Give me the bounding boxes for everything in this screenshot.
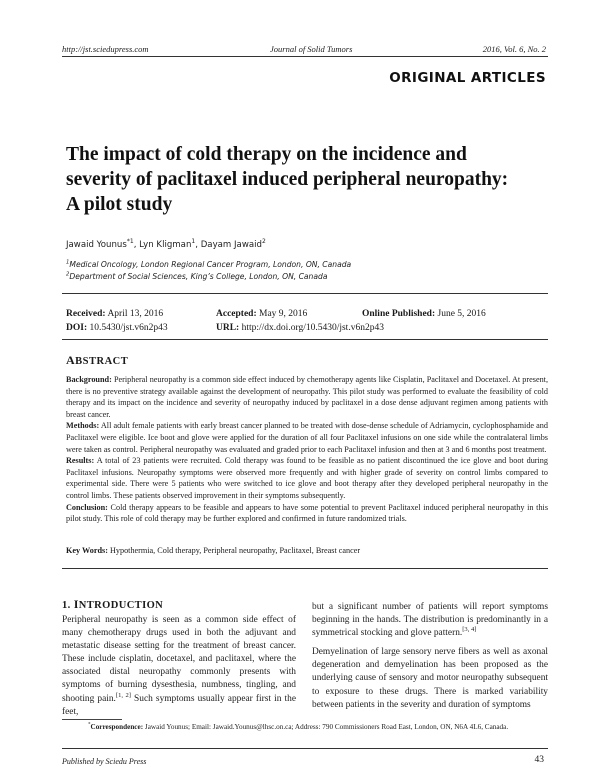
affiliation-mark: 1 (66, 259, 70, 266)
keywords (66, 546, 548, 555)
abstract-methods (66, 420, 548, 455)
abstract-conclusion (66, 502, 548, 525)
introduction-paragraph (312, 601, 548, 640)
author-list: Jawaid Younus$^{*1}$, Lyn Kligman$^1$, Dayam Jawaid$^2$ (66, 238, 266, 250)
issue-info: 2016, Vol. 6, No. 2 (482, 44, 546, 54)
author-name: Lyn Kligman (139, 240, 192, 250)
citation-ref[interactable]: [1, 2] (115, 691, 131, 699)
received-value: April 13, 2016 (107, 309, 164, 319)
keywords-label: Key Words: (66, 546, 108, 555)
abstract-background-text: Peripheral neuropathy is a common side effect induced by chemotherapy agents like Cisplatin, Paclitaxel and Docetaxel. At present, there is no preventive strategy available against the development of neuropathy. This pilot study was performed to evaluate the feasibility of cold therapy and its impact on the incidence and severity of neuropathy induced by paclitaxel in a dose dense adjuvant regimen among patients with breast cancer. (66, 375, 548, 419)
citation-ref[interactable]: [3, 4] (462, 626, 477, 634)
abstract-conclusion-label: Conclusion: (66, 502, 108, 512)
introduction-left-column (62, 614, 296, 717)
author-affiliation-mark: 2 (261, 238, 266, 246)
affiliation (66, 260, 351, 269)
introduction-number: 1. (62, 600, 71, 611)
introduction-paragraph (62, 614, 296, 717)
accepted-value: May 9, 2016 (259, 309, 308, 319)
abstract-body (66, 374, 548, 525)
footnote-label: Correspondence: (90, 723, 144, 731)
abstract-results (66, 455, 548, 501)
introduction-heading-rest: NTRODUCTION (78, 600, 164, 611)
introduction-heading-initial: I (73, 597, 79, 611)
online-date (362, 309, 486, 319)
online-label: Online Published: (362, 309, 436, 319)
abstract-methods-label: Methods: (66, 421, 100, 431)
abstract-heading-initial: A (66, 353, 76, 367)
abstract-bottom-rule (62, 568, 548, 569)
keywords-text: Hypothermia, Cold therapy, Peripheral neuropathy, Paclitaxel, Breast cancer (109, 546, 361, 555)
header-rule (62, 56, 548, 57)
introduction-heading (62, 597, 163, 612)
abstract-background-label: Background: (66, 375, 112, 384)
footnote-text: Jawaid Younus; Email: Jawaid.Younus@lhsc.on.ca; Address: 790 Commissioners Road East, London, ON, N6A 4L6, Canada. (144, 723, 509, 731)
title-line: A pilot study (66, 194, 173, 215)
title-line: The impact of cold therapy on the incidence and (66, 144, 467, 165)
affiliation-mark: 2 (66, 271, 70, 278)
doi (66, 323, 168, 333)
footnote-rule (62, 719, 122, 720)
introduction-right-column (312, 601, 548, 731)
abstract-results-label: Results: (66, 456, 95, 466)
doi-label: DOI: (66, 323, 88, 333)
introduction-text: Demyelination of large sensory nerve fibers as well as axonal degeneration and demyelination has been proposed as the underlying cause of sensory and motor neuropathy subsequent to exposure to these drugs. There is marked variability between patients in the severity and duration of symptoms (312, 647, 548, 710)
affiliation-text: Medical Oncology, London Regional Cancer Program, London, ON, Canada (69, 260, 352, 269)
publisher: Published by Sciedu Press (62, 757, 147, 766)
author-name: Dayam Jawaid (200, 240, 262, 250)
author-name: Jawaid Younus (66, 240, 127, 250)
affiliation-text: Department of Social Sciences, King’s College, London, ON, Canada (69, 272, 328, 281)
online-value: June 5, 2016 (437, 309, 486, 319)
url-label: URL: (216, 323, 240, 333)
abstract-background (66, 374, 548, 420)
affiliation (66, 272, 327, 281)
received-date (66, 309, 163, 319)
title-line: severity of paclitaxel induced peripheral neuropathy: (66, 169, 509, 190)
footer-rule (62, 748, 548, 749)
article-url (216, 323, 384, 333)
abstract-results-text: A total of 23 patients were recruited. Cold therapy was found to be feasible as no patient discontinued the ice glove and boot during Paclitaxel infusions. Neuropathy symptoms were observed more frequently and with higher grade of severity on control limbs compared to experimental side. There were 5 patients who were switched to ice glove and boot therapy after they developed peripheral neuropathy in the control limbs. These patients observed improvement in their symptoms subsequently. (66, 456, 548, 500)
introduction-paragraph (312, 646, 548, 711)
correspondence-footnote (88, 723, 508, 731)
abstract-heading-rest: BSTRACT (75, 356, 129, 367)
page-number: 43 (534, 755, 544, 765)
doi-value[interactable]: 10.5430/jst.v6n2p43 (89, 323, 168, 333)
journal-url[interactable]: http://jst.sciedupress.com (62, 44, 149, 54)
introduction-text: but a significant number of patients will report symptoms beginning in the hands. The distribution is predominantly in a symmetrical stocking and glove pattern. (312, 602, 548, 639)
section-type-label: ORIGINAL ARTICLES (389, 70, 546, 86)
author-affiliation-mark: 1 (191, 238, 196, 246)
journal-name: Journal of Solid Tumors (270, 44, 353, 54)
author-affiliation-mark: *1 (126, 238, 134, 246)
article-title (66, 142, 546, 217)
accepted-date (216, 309, 307, 319)
introduction-text: Peripheral neuropathy is seen as a common side effect of many chemotherapy drugs used in both the adjuvant and metastatic disease setting for the treatment of breast cancer. These include cisplatin, docetaxel, and paclitaxel, where the associated distal neuropathy commonly presents with symptoms of burning dysesthesia, numbness, tingling, and shooting pain. (62, 615, 296, 704)
abstract-methods-text: All adult female patients with early breast cancer planned to be treated with dose-dense schedule of Adriamycin, cyclophosphamide and Paclitaxel were eligible. Ice boot and glove were applied for the duration of all four Paclitaxel infusions on one side while the contralateral limbs were taken as control. Peripheral neuropathy was evaluated and graded prior to each Paclitaxel infusion and then at 3 and 6 months post treatment. (66, 421, 548, 454)
url-link[interactable]: http://dx.doi.org/10.5430/jst.v6n2p43 (241, 323, 384, 333)
dates-bottom-rule (62, 339, 548, 340)
received-label: Received: (66, 309, 106, 319)
abstract-conclusion-text: Cold therapy appears to be feasible and appears to have some potential to prevent Paclitaxel induced peripheral neuropathy in this pilot study. This role of cold therapy may be further explored and confirmed in future randomized trials. (66, 502, 549, 524)
accepted-label: Accepted: (216, 309, 257, 319)
introduction-text: Such symptoms usually appear first in the feet, (62, 693, 296, 717)
abstract-heading (66, 353, 128, 368)
footnote-mark: * (88, 722, 91, 728)
dates-top-rule (62, 293, 548, 294)
